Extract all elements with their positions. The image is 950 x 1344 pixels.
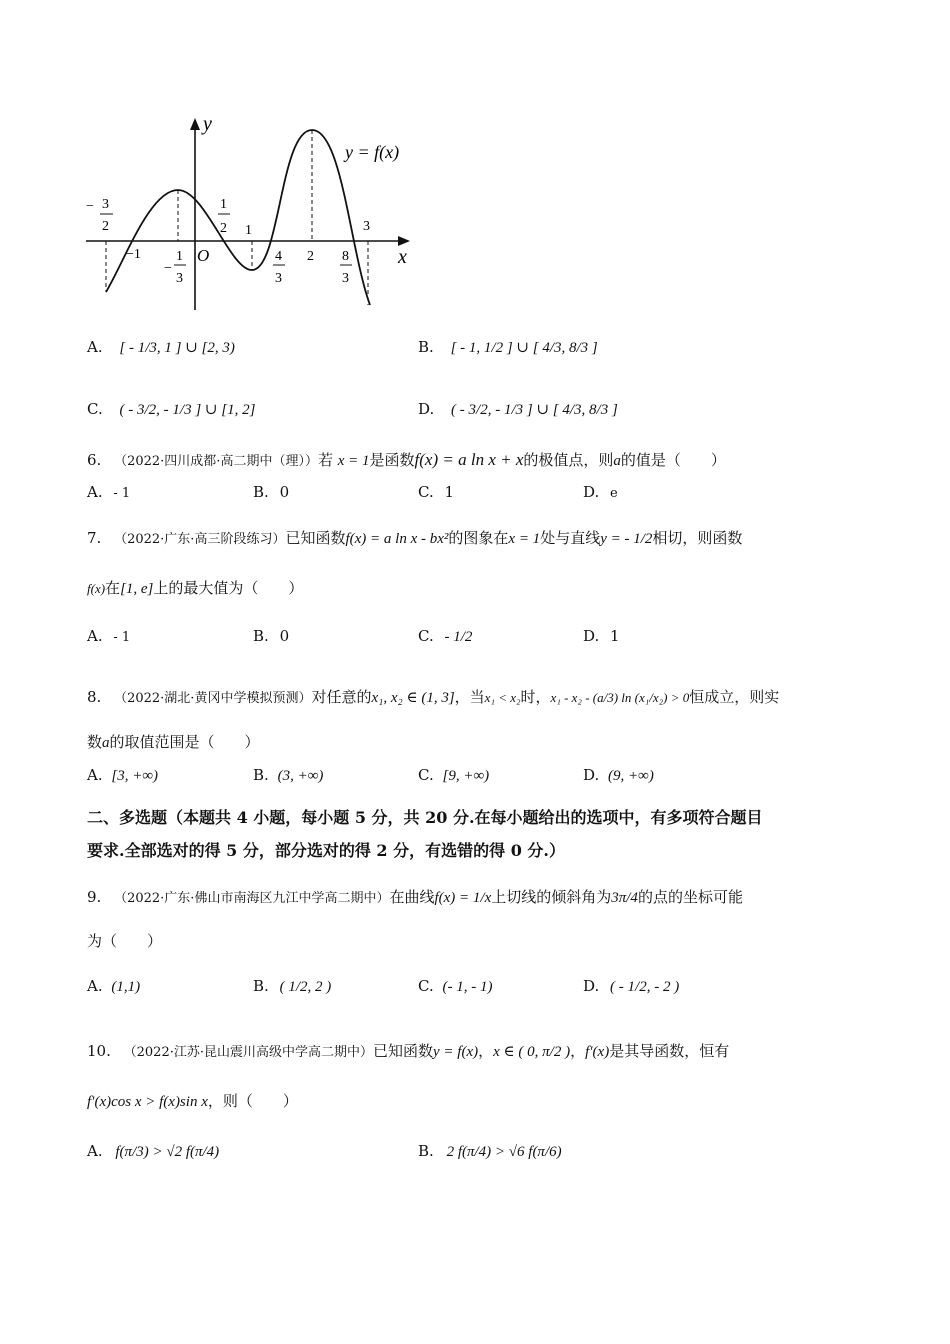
option-letter: D. (418, 400, 435, 418)
svg-text:−: − (86, 199, 94, 214)
math-angle: 3π/4 (611, 890, 638, 906)
question-number: 9. (87, 888, 102, 906)
q6-option-c[interactable]: C. 1 (418, 483, 455, 501)
q6-option-a[interactable]: A. - 1 (87, 483, 131, 501)
math-ineq: x₁ - x₂ - (a/3) ln (x₁/x₂) > 0 (550, 690, 690, 705)
curve-f (106, 130, 370, 305)
option-value: ( - 3/2, - 1/3 ] ∪ [ 4/3, 8/3 ] (451, 402, 618, 418)
q9-stem-line2: 为（ ） (87, 932, 163, 950)
question-source: （2022·湖北·黄冈中学模拟预测） (114, 691, 312, 706)
math-ineq: f′(x)cos x > f(x)sin x (87, 1094, 208, 1110)
q5-option-a[interactable] (87, 338, 235, 357)
q10-stem-line2: f′(x)cos x > f(x)sin x，则（ ） (87, 1092, 298, 1110)
svg-text:2: 2 (220, 221, 227, 236)
svg-text:1: 1 (220, 197, 227, 212)
q8-option-c[interactable]: C. [9, +∞) (418, 766, 490, 784)
x-axis-arrow-icon (398, 236, 410, 246)
q7-option-b[interactable]: B. 0 (253, 627, 290, 645)
question-number: 6. (87, 451, 102, 469)
question-source: （2022·四川成都·高二期中（理）） (114, 454, 318, 469)
section-heading-line2: 要求.全部选对的得 5 分，部分选对的得 2 分，有选错的得 0 分.） (87, 841, 565, 860)
math-var: a (613, 453, 621, 469)
svg-text:3: 3 (275, 271, 282, 286)
question-number: 10. (87, 1042, 111, 1060)
q10-option-a[interactable]: A. f(π/3) > √2 f(π/4) (87, 1142, 220, 1160)
q5-option-d[interactable] (418, 400, 618, 419)
math-func: f(x) = a ln x + x (414, 450, 524, 469)
function-graph (80, 110, 430, 315)
q7-option-a[interactable]: A. - 1 (87, 627, 131, 645)
tick-neg-one: −1 (126, 247, 141, 262)
option-value: [ - 1, 1/2 ] ∪ [ 4/3, 8/3 ] (450, 340, 598, 356)
math-deriv: f′(x) (585, 1044, 610, 1060)
q9-option-d[interactable]: D. ( - 1/2, - 2 ) (583, 977, 680, 995)
option-letter: C. (87, 400, 103, 418)
question-source: （2022·广东·佛山市南海区九江中学高二期中） (114, 891, 390, 906)
origin-label: O (197, 246, 210, 265)
q5-option-b[interactable] (418, 338, 598, 357)
x-label: x (398, 246, 407, 268)
svg-text:−: − (164, 261, 172, 276)
math-cond: x = 1 (508, 531, 541, 547)
tick-one: 1 (245, 223, 252, 238)
option-letter: A. (87, 338, 103, 356)
math-set: x₁, x₂ ∈ (1, 3] (371, 690, 455, 706)
tick-four-thirds (273, 249, 285, 286)
svg-text:3: 3 (176, 271, 183, 286)
q7-stem: 7. （2022·广东·高三阶段练习）已知函数f(x) = a ln x - bx²的图象在x = 1处与直线y = - 1/2相切，则函数 (87, 529, 743, 547)
section-heading-line1: 二、多选题（本题共 4 小题，每小题 5 分，共 20 分.在每小题给出的选项中，有多项符合题目 (87, 808, 763, 827)
q7-option-d[interactable]: D. 1 (583, 627, 620, 645)
q10-stem: 10. （2022·江苏·昆山震川高级中学高二期中）已知函数y = f(x)，x ∈ ( 0, π/2 )，f′(x)是其导函数，恒有 (87, 1042, 730, 1060)
q8-option-a[interactable]: A. [3, +∞) (87, 766, 159, 784)
svg-text:8: 8 (342, 249, 349, 264)
q6-option-b[interactable]: B. 0 (253, 483, 290, 501)
q9-stem: 9. （2022·广东·佛山市南海区九江中学高二期中）在曲线f(x) = 1/x上切线的倾斜角为3π/4的点的坐标可能 (87, 888, 743, 906)
question-number: 7. (87, 529, 102, 547)
q7-stem-line2: f(x)在[1, e]上的最大值为（ ） (87, 579, 304, 597)
q9-option-c[interactable]: C. (- 1, - 1) (418, 977, 493, 995)
question-source: （2022·广东·高三阶段练习） (114, 532, 286, 547)
tick-neg-three-halves (86, 197, 113, 234)
math-cond: x₁ < x₂ (484, 690, 521, 705)
q8-option-b[interactable]: B. (3, +∞) (253, 766, 324, 784)
y-axis-arrow-icon (190, 118, 200, 130)
q8-stem-line2: 数a的取值范围是（ ） (87, 733, 260, 751)
q9-option-a[interactable]: A. (1,1) (87, 977, 141, 995)
svg-text:3: 3 (102, 197, 109, 212)
q8-option-d[interactable]: D. (9, +∞) (583, 766, 654, 784)
q9-option-b[interactable]: B. ( 1/2, 2 ) (253, 977, 332, 995)
svg-text:1: 1 (176, 249, 183, 264)
tick-eight-thirds (340, 249, 352, 286)
option-value: ( - 3/2, - 1/3 ] ∪ [1, 2] (119, 402, 256, 418)
svg-text:3: 3 (342, 271, 349, 286)
math-cond: x = 1 (337, 453, 370, 469)
function-label: y = f(x) (345, 142, 400, 162)
tick-three: 3 (363, 219, 370, 234)
q5-option-c[interactable] (87, 400, 255, 419)
q8-stem: 8. （2022·湖北·黄冈中学模拟预测）对任意的x₁, x₂ ∈ (1, 3]，当x₁ < x₂时，x₁ - x₂ - (a/3) ln (x₁/x₂) > 0恒成立，则实 (87, 688, 780, 706)
q6-stem: 6. （2022·四川成都·高二期中（理））若 x = 1是函数f(x) = a ln x + x的极值点，则a的值是（ ） (87, 450, 726, 469)
question-source: （2022·江苏·昆山震川高级中学高二期中） (123, 1045, 373, 1060)
tick-neg-one-third (164, 249, 186, 286)
math-line: y = - 1/2 (600, 531, 653, 547)
svg-text:2: 2 (102, 219, 109, 234)
y-label: y (203, 113, 212, 135)
q10-option-b[interactable]: B. 2 f(π/4) > √6 f(π/6) (418, 1142, 562, 1160)
option-value: [ - 1/3, 1 ] ∪ [2, 3) (119, 340, 235, 356)
option-letter: B. (418, 338, 434, 356)
math-func: f(x) = a ln x - bx² (345, 531, 449, 547)
tick-half (218, 197, 230, 236)
math-func: y = f(x) (433, 1044, 479, 1060)
question-number: 8. (87, 688, 102, 706)
tick-two: 2 (307, 249, 314, 264)
q7-option-c[interactable]: C. - 1/2 (418, 627, 473, 645)
q6-option-d[interactable]: D. e (583, 483, 618, 501)
math-domain: x ∈ ( 0, π/2 ) (493, 1044, 571, 1060)
math-func: f(x) = 1/x (434, 890, 492, 906)
svg-text:4: 4 (275, 249, 282, 264)
